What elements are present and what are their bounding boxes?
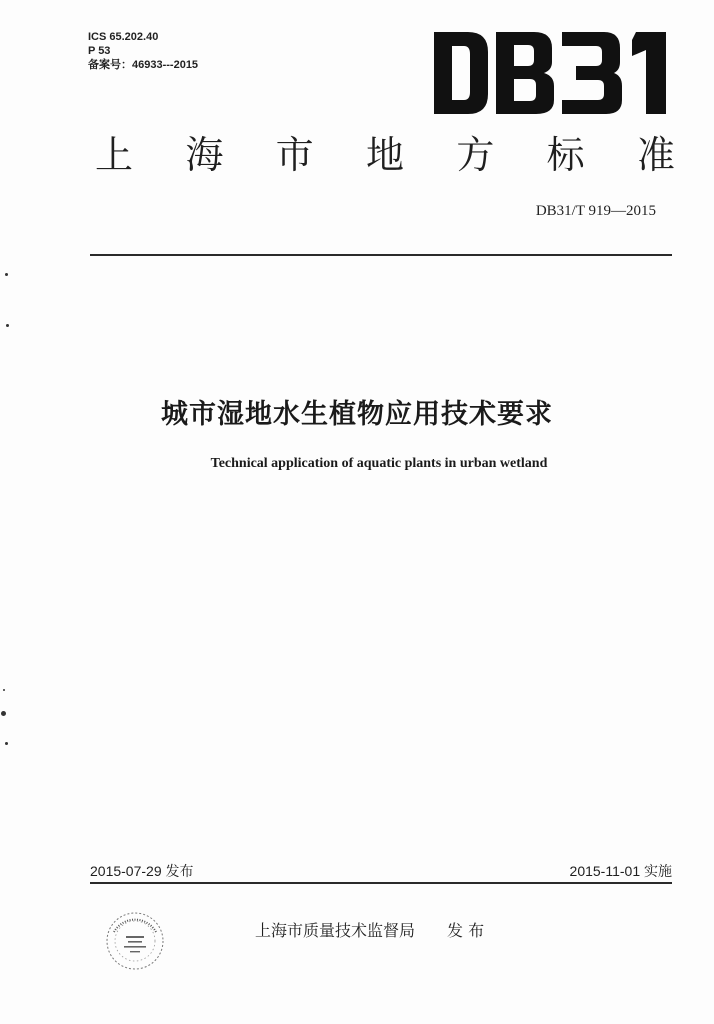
bottom-divider [90, 882, 672, 884]
standard-type-char: 海 [185, 133, 224, 177]
db31-logo [432, 30, 670, 116]
scan-speck [5, 742, 8, 745]
standard-type-char: 地 [365, 133, 404, 177]
scan-speck [1, 711, 6, 716]
standard-type-char: 准 [636, 133, 675, 177]
classification-block [88, 30, 198, 72]
top-divider [90, 254, 672, 256]
issuer-seal-icon [104, 910, 166, 972]
issuer-action: 发 布 [447, 921, 485, 940]
ccs-code: P 53 [88, 45, 111, 57]
implementation-date: 2015-11-01 实施 [569, 863, 672, 879]
standard-code: DB31/T 919—2015 [535, 203, 656, 219]
standard-type-char: 标 [546, 133, 585, 177]
standard-type-char: 方 [456, 133, 495, 177]
issuer-line [255, 918, 484, 941]
release-date: 2015-07-29 发布 [90, 863, 194, 879]
scan-speck [6, 324, 9, 327]
record-number: 备案号：46933---2015 [88, 59, 199, 71]
scan-speck [3, 689, 5, 691]
scan-speck [5, 273, 8, 276]
title-chinese: 城市湿地水生植物应用技术要求 [161, 399, 553, 430]
standard-type-heading [95, 130, 675, 180]
standard-type-char: 上 [95, 133, 134, 177]
issuer-name: 上海市质量技术监督局 [255, 921, 416, 940]
title-english: Technical application of aquatic plants in urban wetland [210, 456, 548, 471]
standard-type-char: 市 [275, 133, 314, 177]
ics-code: ICS 65.202.40 [88, 31, 159, 43]
